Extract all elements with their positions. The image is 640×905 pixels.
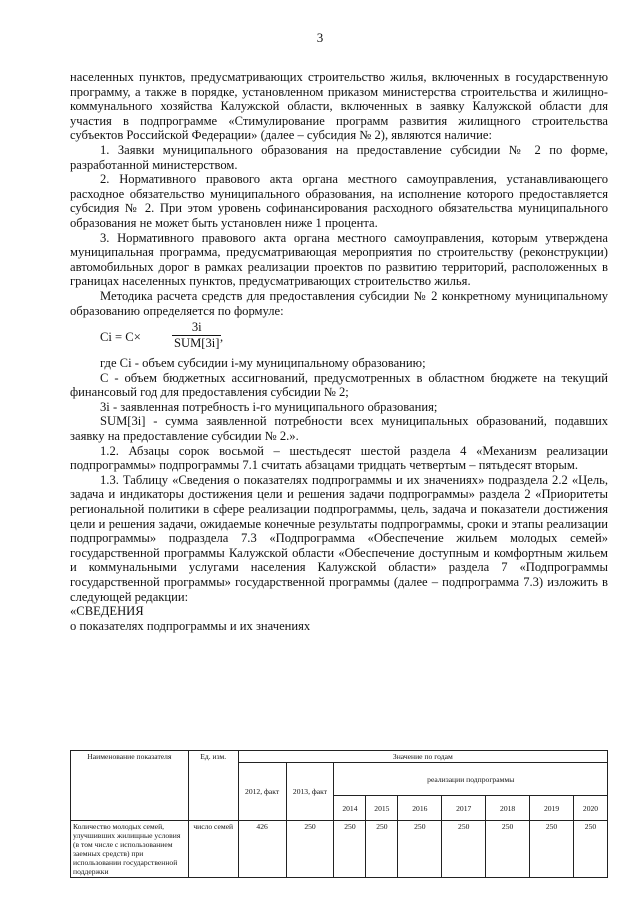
header-unit: Ед. изм. <box>188 751 238 821</box>
paragraph: 2. Нормативного правового акта органа местного самоуправления, устанавливающего расходное обязательство муниципального образования, на исполнение которого предоставляется субсидия № 2. При этом уровень софинансирования расходного обязательства муниципального образования не может быть установлен ниже 1 процента. <box>70 172 608 230</box>
value-cell: 250 <box>286 821 334 878</box>
header-indicator-name: Наименование показателя <box>71 751 189 821</box>
header-year: 2015 <box>366 796 398 821</box>
value-cell: 250 <box>398 821 442 878</box>
formula-fraction <box>172 320 224 350</box>
value-cell: 426 <box>238 821 286 878</box>
header-year: 2019 <box>530 796 574 821</box>
page-number: 3 <box>316 30 324 45</box>
value-cell: 250 <box>530 821 574 878</box>
indicator-unit-cell: число семей <box>188 821 238 878</box>
header-year: 2020 <box>573 796 607 821</box>
value-cell: 250 <box>442 821 486 878</box>
header-year: 2018 <box>486 796 530 821</box>
value-cell: 250 <box>573 821 607 878</box>
formula-denominator: SUM[3i] <box>174 335 220 350</box>
value-cell: 250 <box>334 821 366 878</box>
paragraph: Методика расчета средств для предоставления субсидии № 2 конкретному муниципальному образованию определяется по формуле: <box>70 288 608 318</box>
table-subheading: о показателях подпрограммы и их значениях <box>70 618 311 633</box>
header-realization: реализации подпрограммы <box>334 763 608 796</box>
subsidy-formula <box>100 320 608 354</box>
definition: SUM[3i] - сумма заявленной потребности всех муниципальных образований, подавших заявку на предоставление субсидии № 2.». <box>70 414 608 444</box>
paragraph: 1.3. Таблицу «Сведения о показателях подпрограммы и их значениях» подраздела 2.2 «Цель, задача и индикаторы достижения цели и решения задачи подпрограммы» раздела 2 «Приоритеты региональной политики в сфере реализации подпрограммы, цель, задача и показатели достижения цели и решения задачи, ожидаемые конечные результаты подпрограммы, сроки и этапы реализации подпрограммы» подраздела 7.3 «Подпрограмма «Обеспечение жильем молодых семей» государственной программы Калужской области «Обеспечение доступным и комфортным жильем и коммунальными услугами населения Калужской области» раздела 7 «Подпрограммы государственной программы» государственной программы (далее – подпрограмма 7.3) изложить в следующей редакции: <box>70 472 608 604</box>
table-heading: «СВЕДЕНИЯ <box>70 604 144 619</box>
formula-lhs: Ci = C× <box>100 330 141 345</box>
value-cell: 250 <box>366 821 398 878</box>
header-year: 2017 <box>442 796 486 821</box>
definition: 3i - заявленная потребность i-го муниципального образования; <box>100 399 438 414</box>
header-fact-2012: 2012, факт <box>238 763 286 821</box>
header-year: 2016 <box>398 796 442 821</box>
document-body <box>70 70 608 633</box>
paragraph: 1.2. Абзацы сорок восьмой – шестьдесят шестой раздела 4 «Механизм реализации подпрограммы» подпрограммы 7.1 считать абзацами тридцать четвертым – пятьдесят вторым. <box>70 443 608 473</box>
paragraph: населенных пунктов, предусматривающих строительство жилья, включенных в государственную программу, а также в порядке, установленном приказом министерства строительства и жилищно-коммунального хозяйства Калужской области, включенных в заявку Калужской области для участия в подпрограмме «Стимулирование программ развития жилищного строительства субъектов Российской Федерации» (далее – субсидия № 2), являются наличие: <box>70 70 608 143</box>
table-header-row <box>71 751 608 763</box>
definition: С - объем бюджетных ассигнований, предусмотренных в областном бюджете на текущий финансовый год для предоставления субсидии № 2; <box>70 370 608 400</box>
value-cell: 250 <box>486 821 530 878</box>
table-row <box>71 821 608 878</box>
indicator-name-cell: Количество молодых семей, улучшивших жилищные условия (в том числе с использованием заемных средств) при использовании государственной поддержки <box>71 821 189 878</box>
formula-numerator: 3i <box>191 320 202 335</box>
paragraph: 1. Заявки муниципального образования на предоставление субсидии № 2 по форме, разработанной министерством. <box>70 142 608 172</box>
header-year: 2014 <box>334 796 366 821</box>
header-values-by-year: Значение по годам <box>238 751 607 763</box>
formula-tail: , <box>220 330 224 345</box>
indicators-table <box>70 750 608 878</box>
header-fact-2013: 2013, факт <box>286 763 334 821</box>
paragraph: 3. Нормативного правового акта органа местного самоуправления, которым утверждена муниципальная программа, предусматривающая мероприятия по строительству (реконструкции) автомобильных дорог в рамках реализации проектов по развитию территорий, расположенных в границах населенных пунктов, предусматривающих строительство жилья. <box>70 230 608 289</box>
definition: где Ci - объем субсидии i-му муниципальному образованию; <box>100 356 426 371</box>
